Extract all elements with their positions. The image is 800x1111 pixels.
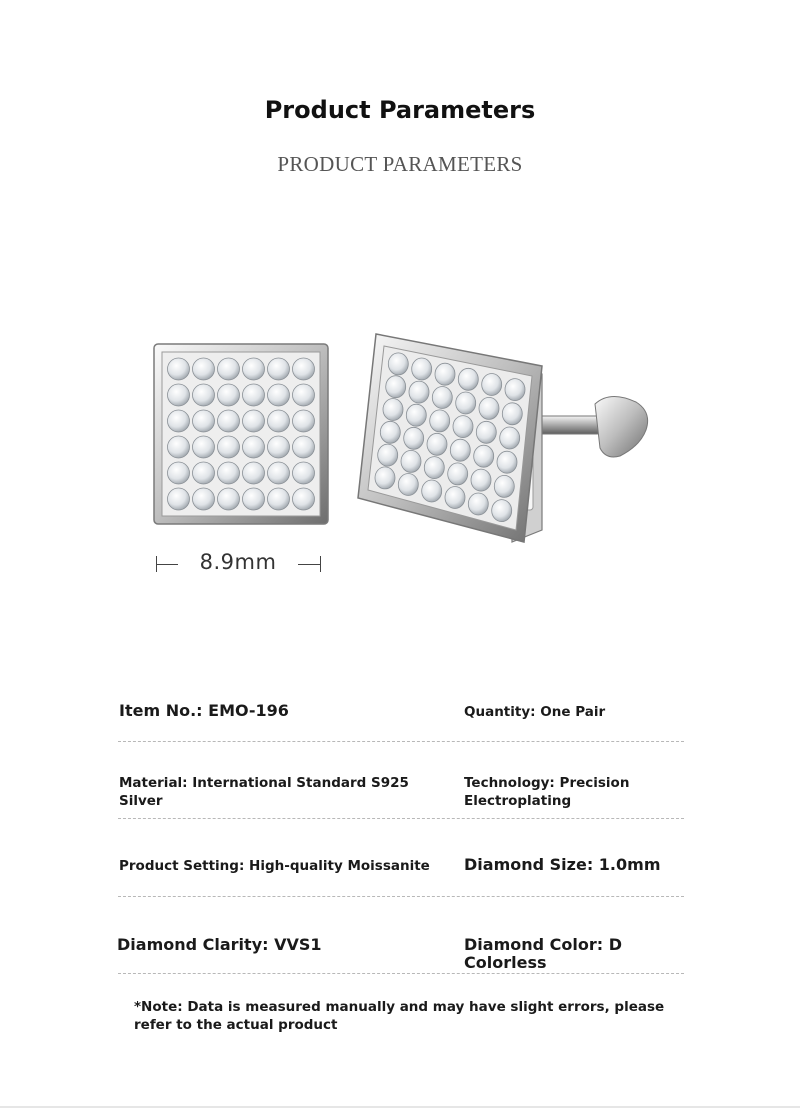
pave-stone <box>409 381 429 403</box>
param-material: Material: International Standard S925 Silver <box>119 775 409 809</box>
pave-stone <box>453 416 473 438</box>
pave-stone <box>243 358 265 380</box>
pave-stone <box>218 358 240 380</box>
pave-stone <box>168 488 190 510</box>
earring-front-view <box>154 344 328 524</box>
pave-stone <box>268 410 290 432</box>
pave-stone <box>456 392 476 414</box>
pave-stone <box>193 488 215 510</box>
page-subtitle: PRODUCT PARAMETERS <box>277 152 523 176</box>
pave-stone <box>474 445 494 467</box>
pave-stone <box>168 436 190 458</box>
pave-stone <box>386 376 406 398</box>
pave-stone <box>243 436 265 458</box>
pave-stone <box>375 467 395 489</box>
pave-stone <box>268 384 290 406</box>
pave-stone <box>505 379 525 401</box>
pave-stone <box>482 374 502 396</box>
pave-stone <box>168 358 190 380</box>
pave-stone <box>243 410 265 432</box>
pave-stone <box>471 469 491 491</box>
pave-stone <box>476 421 496 443</box>
width-dimension <box>150 548 330 578</box>
pave-stone <box>401 450 421 472</box>
pave-stone <box>193 358 215 380</box>
param-item-no: Item No.: EMO-196 <box>119 701 289 720</box>
pave-stone <box>448 463 468 485</box>
pave-stone <box>468 493 488 515</box>
pave-stone <box>268 462 290 484</box>
pave-stone <box>404 427 424 449</box>
pave-stone <box>378 444 398 466</box>
pave-stone <box>500 427 520 449</box>
param-technology: Technology: Precision Electroplating <box>464 775 630 809</box>
pave-stone <box>424 457 444 479</box>
pave-stone <box>380 421 400 443</box>
pave-stone <box>445 487 465 509</box>
pave-stone <box>218 462 240 484</box>
pave-stone <box>168 410 190 432</box>
pave-stone <box>497 451 517 473</box>
param-row <box>118 688 684 742</box>
pave-stone <box>435 363 455 385</box>
param-diamond-color: Diamond Color: D Colorless <box>464 935 622 972</box>
pave-stone <box>458 368 478 390</box>
pave-stone <box>268 358 290 380</box>
param-diamond-size: Diamond Size: 1.0mm <box>464 855 661 874</box>
param-row <box>118 742 684 819</box>
param-row <box>118 819 684 897</box>
page-title: Product Parameters <box>264 96 536 124</box>
pave-stone <box>218 436 240 458</box>
pave-stone <box>218 410 240 432</box>
param-row <box>118 897 684 974</box>
pave-stone <box>243 462 265 484</box>
pave-stone <box>243 488 265 510</box>
pave-stone <box>293 462 315 484</box>
pave-stone <box>479 397 499 419</box>
dimension-line-left <box>156 564 178 565</box>
pave-stone <box>494 475 514 497</box>
pave-stone <box>168 462 190 484</box>
pave-stone <box>293 436 315 458</box>
dimension-value: 8.9mm <box>199 550 277 574</box>
pave-stone <box>398 474 418 496</box>
pave-stone <box>193 384 215 406</box>
pave-stone <box>268 436 290 458</box>
pave-stone <box>293 488 315 510</box>
pave-stone <box>268 488 290 510</box>
measurement-note: *Note: Data is measured manually and may have slight errors, please refer to the actual product <box>134 999 665 1033</box>
param-product-setting: Product Setting: High-quality Moissanite <box>119 858 430 874</box>
param-quantity: Quantity: One Pair <box>464 704 606 720</box>
pave-stone <box>193 410 215 432</box>
pave-stone <box>218 488 240 510</box>
pave-stone <box>193 462 215 484</box>
pave-stone <box>430 410 450 432</box>
param-diamond-clarity: Diamond Clarity: VVS1 <box>117 935 322 954</box>
pave-stone <box>412 358 432 380</box>
pave-stone <box>406 404 426 426</box>
pave-stone <box>422 480 442 502</box>
pave-stone <box>293 410 315 432</box>
pave-stone <box>427 433 447 455</box>
dimension-tick-right <box>320 556 321 572</box>
pave-stone <box>492 500 512 522</box>
pave-stone <box>432 387 452 409</box>
dimension-line-right <box>298 564 320 565</box>
pave-stone <box>243 384 265 406</box>
pave-stone <box>168 384 190 406</box>
parameters-table <box>118 688 684 974</box>
pave-stone <box>388 353 408 375</box>
pave-stone <box>502 403 522 425</box>
earring-angled-view <box>358 334 648 542</box>
pave-stone <box>293 384 315 406</box>
pave-stone <box>293 358 315 380</box>
pave-stone <box>218 384 240 406</box>
pave-stone <box>193 436 215 458</box>
pave-stone <box>450 439 470 461</box>
pave-stone <box>383 399 403 421</box>
bottom-divider <box>0 1106 800 1108</box>
